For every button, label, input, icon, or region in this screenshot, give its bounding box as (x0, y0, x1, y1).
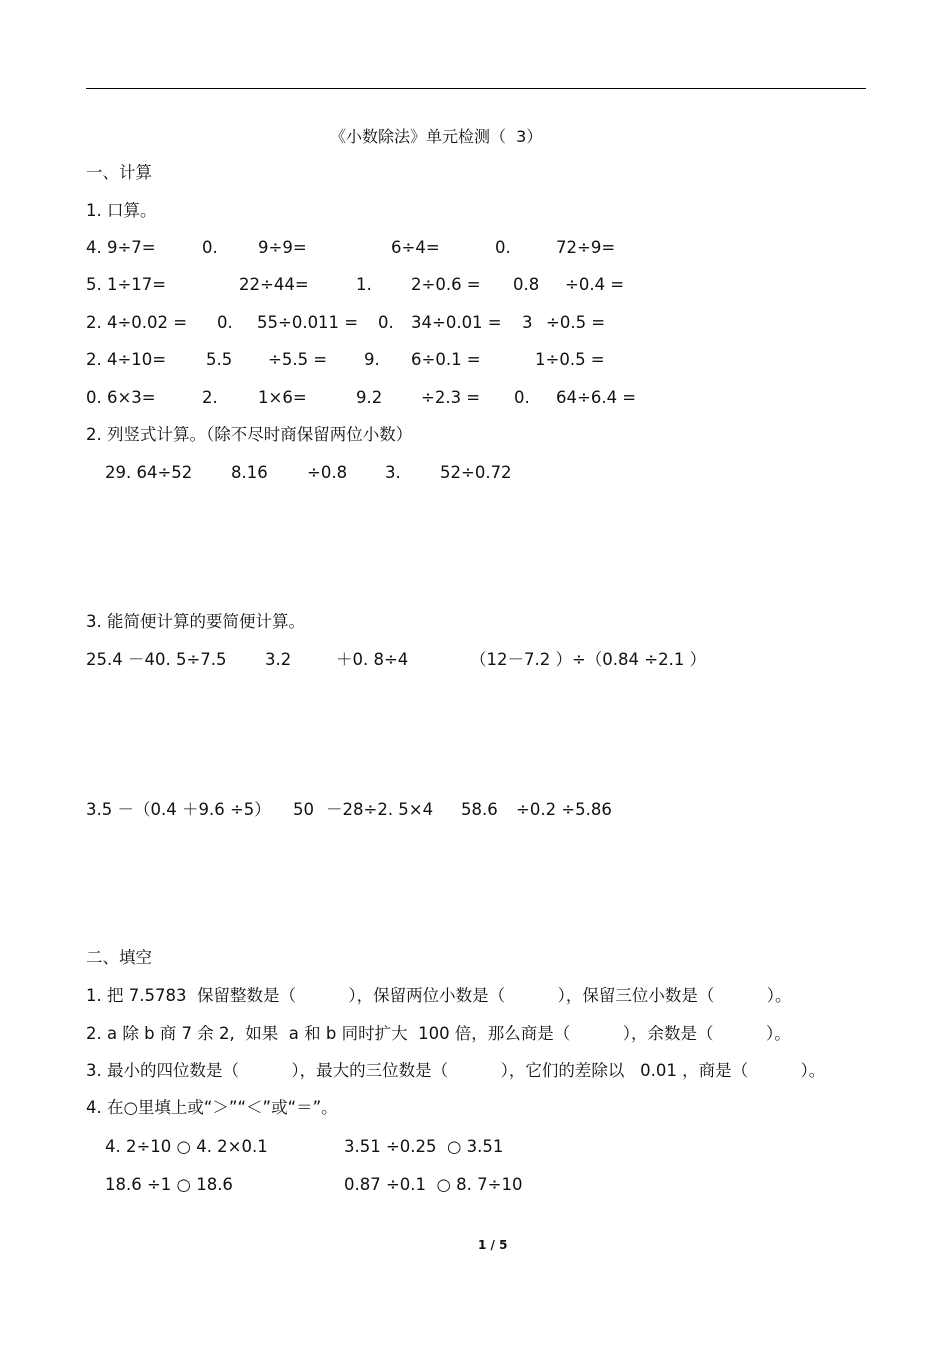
oral-item: 0. (378, 313, 394, 332)
oral-item: ÷0.4 = (565, 275, 625, 294)
oral-item: 9. (364, 350, 380, 369)
column-calc-item: 52÷0.72 (440, 463, 512, 482)
oral-item: ÷2.3 = (421, 388, 481, 407)
oral-item: 2÷0.6 = (411, 275, 481, 294)
oral-item: 0. 6×3= (86, 388, 156, 407)
column-calc-item: 3. (385, 463, 401, 482)
page-number: 1 / 5 (478, 1238, 508, 1252)
oral-item: 1÷0.5 = (535, 350, 605, 369)
q3-label: 3. 能简便计算的要简便计算。 (86, 612, 305, 631)
column-calc-item: ÷0.8 (307, 463, 348, 482)
q1-label: 1. 口算。 (86, 201, 157, 220)
simplify-item: 3.2 (265, 650, 292, 669)
column-calc-item: 29. 64÷52 (105, 463, 193, 482)
simplify-item: 25.4 －40. 5÷7.5 (86, 650, 227, 669)
compare-item: 0.87 ÷0.1 ○ 8. 7÷10 (344, 1175, 523, 1194)
oral-item: 2. 4÷0.02 = (86, 313, 188, 332)
oral-item: 22÷44= (239, 275, 309, 294)
simplify-item: －28÷2. 5×4 (326, 800, 434, 819)
oral-item: 2. 4÷10= (86, 350, 167, 369)
oral-item: 72÷9= (556, 238, 616, 257)
simplify-item: （12－7.2 ）÷（0.84 ÷2.1 ） (470, 650, 707, 669)
oral-item: 0. (202, 238, 218, 257)
fill-item: 2. a 除 b 商 7 余 2, 如果 a 和 b 同时扩大 100 倍，那么商是（ ），余数是（ ）。 (86, 1024, 791, 1043)
oral-item: 5. 1÷17= (86, 275, 167, 294)
oral-item: ÷5.5 = (268, 350, 328, 369)
oral-item: ÷0.5 = (546, 313, 606, 332)
fill-item: 1. 把 7.5783 保留整数是（ ），保留两位小数是（ ），保留三位小数是（ ）。 (86, 986, 792, 1005)
section-heading-calc: 一、计算 (86, 163, 152, 182)
oral-item: 34÷0.01 = (411, 313, 502, 332)
oral-item: 64÷6.4 = (556, 388, 637, 407)
oral-item: 0.8 (513, 275, 540, 294)
oral-item: 9÷9= (258, 238, 307, 257)
compare-item: 18.6 ÷1 ○ 18.6 (105, 1175, 233, 1194)
oral-item: 0. (217, 313, 233, 332)
oral-item: 3 (522, 313, 533, 332)
fill-item: 3. 最小的四位数是（ ），最大的三位数是（ ），它们的差除以 0.01 ，商是（ ）。 (86, 1061, 826, 1080)
oral-item: 0. (495, 238, 511, 257)
simplify-item: ＋0. 8÷4 (336, 650, 409, 669)
oral-item: 5.5 (206, 350, 233, 369)
compare-item: 3.51 ÷0.25 ○ 3.51 (344, 1137, 504, 1156)
oral-item: 2. (202, 388, 218, 407)
oral-item: 55÷0.011 = (257, 313, 359, 332)
oral-item: 9.2 (356, 388, 383, 407)
fill-item: 4. 在○里填上或“＞”“＜”或“＝”。 (86, 1098, 338, 1117)
simplify-item: 58.6 (461, 800, 498, 819)
column-calc-item: 8.16 (231, 463, 268, 482)
oral-item: 1. (356, 275, 372, 294)
oral-item: 1×6= (258, 388, 307, 407)
simplify-item: 3.5 －（0.4 ＋9.6 ÷5） (86, 800, 271, 819)
oral-item: 0. (514, 388, 530, 407)
section-heading-fill: 二、填空 (86, 948, 152, 967)
oral-item: 4. 9÷7= (86, 238, 156, 257)
simplify-item: ÷0.2 ÷5.86 (516, 800, 612, 819)
page-title: 《小数除法》单元检测（ 3） (330, 127, 543, 146)
oral-item: 6÷4= (391, 238, 440, 257)
q2-label: 2. 列竖式计算。（除不尽时商保留两位小数） (86, 425, 413, 444)
compare-item: 4. 2÷10 ○ 4. 2×0.1 (105, 1137, 268, 1156)
simplify-item: 50 (293, 800, 314, 819)
header-rule (86, 88, 866, 89)
oral-item: 6÷0.1 = (411, 350, 481, 369)
